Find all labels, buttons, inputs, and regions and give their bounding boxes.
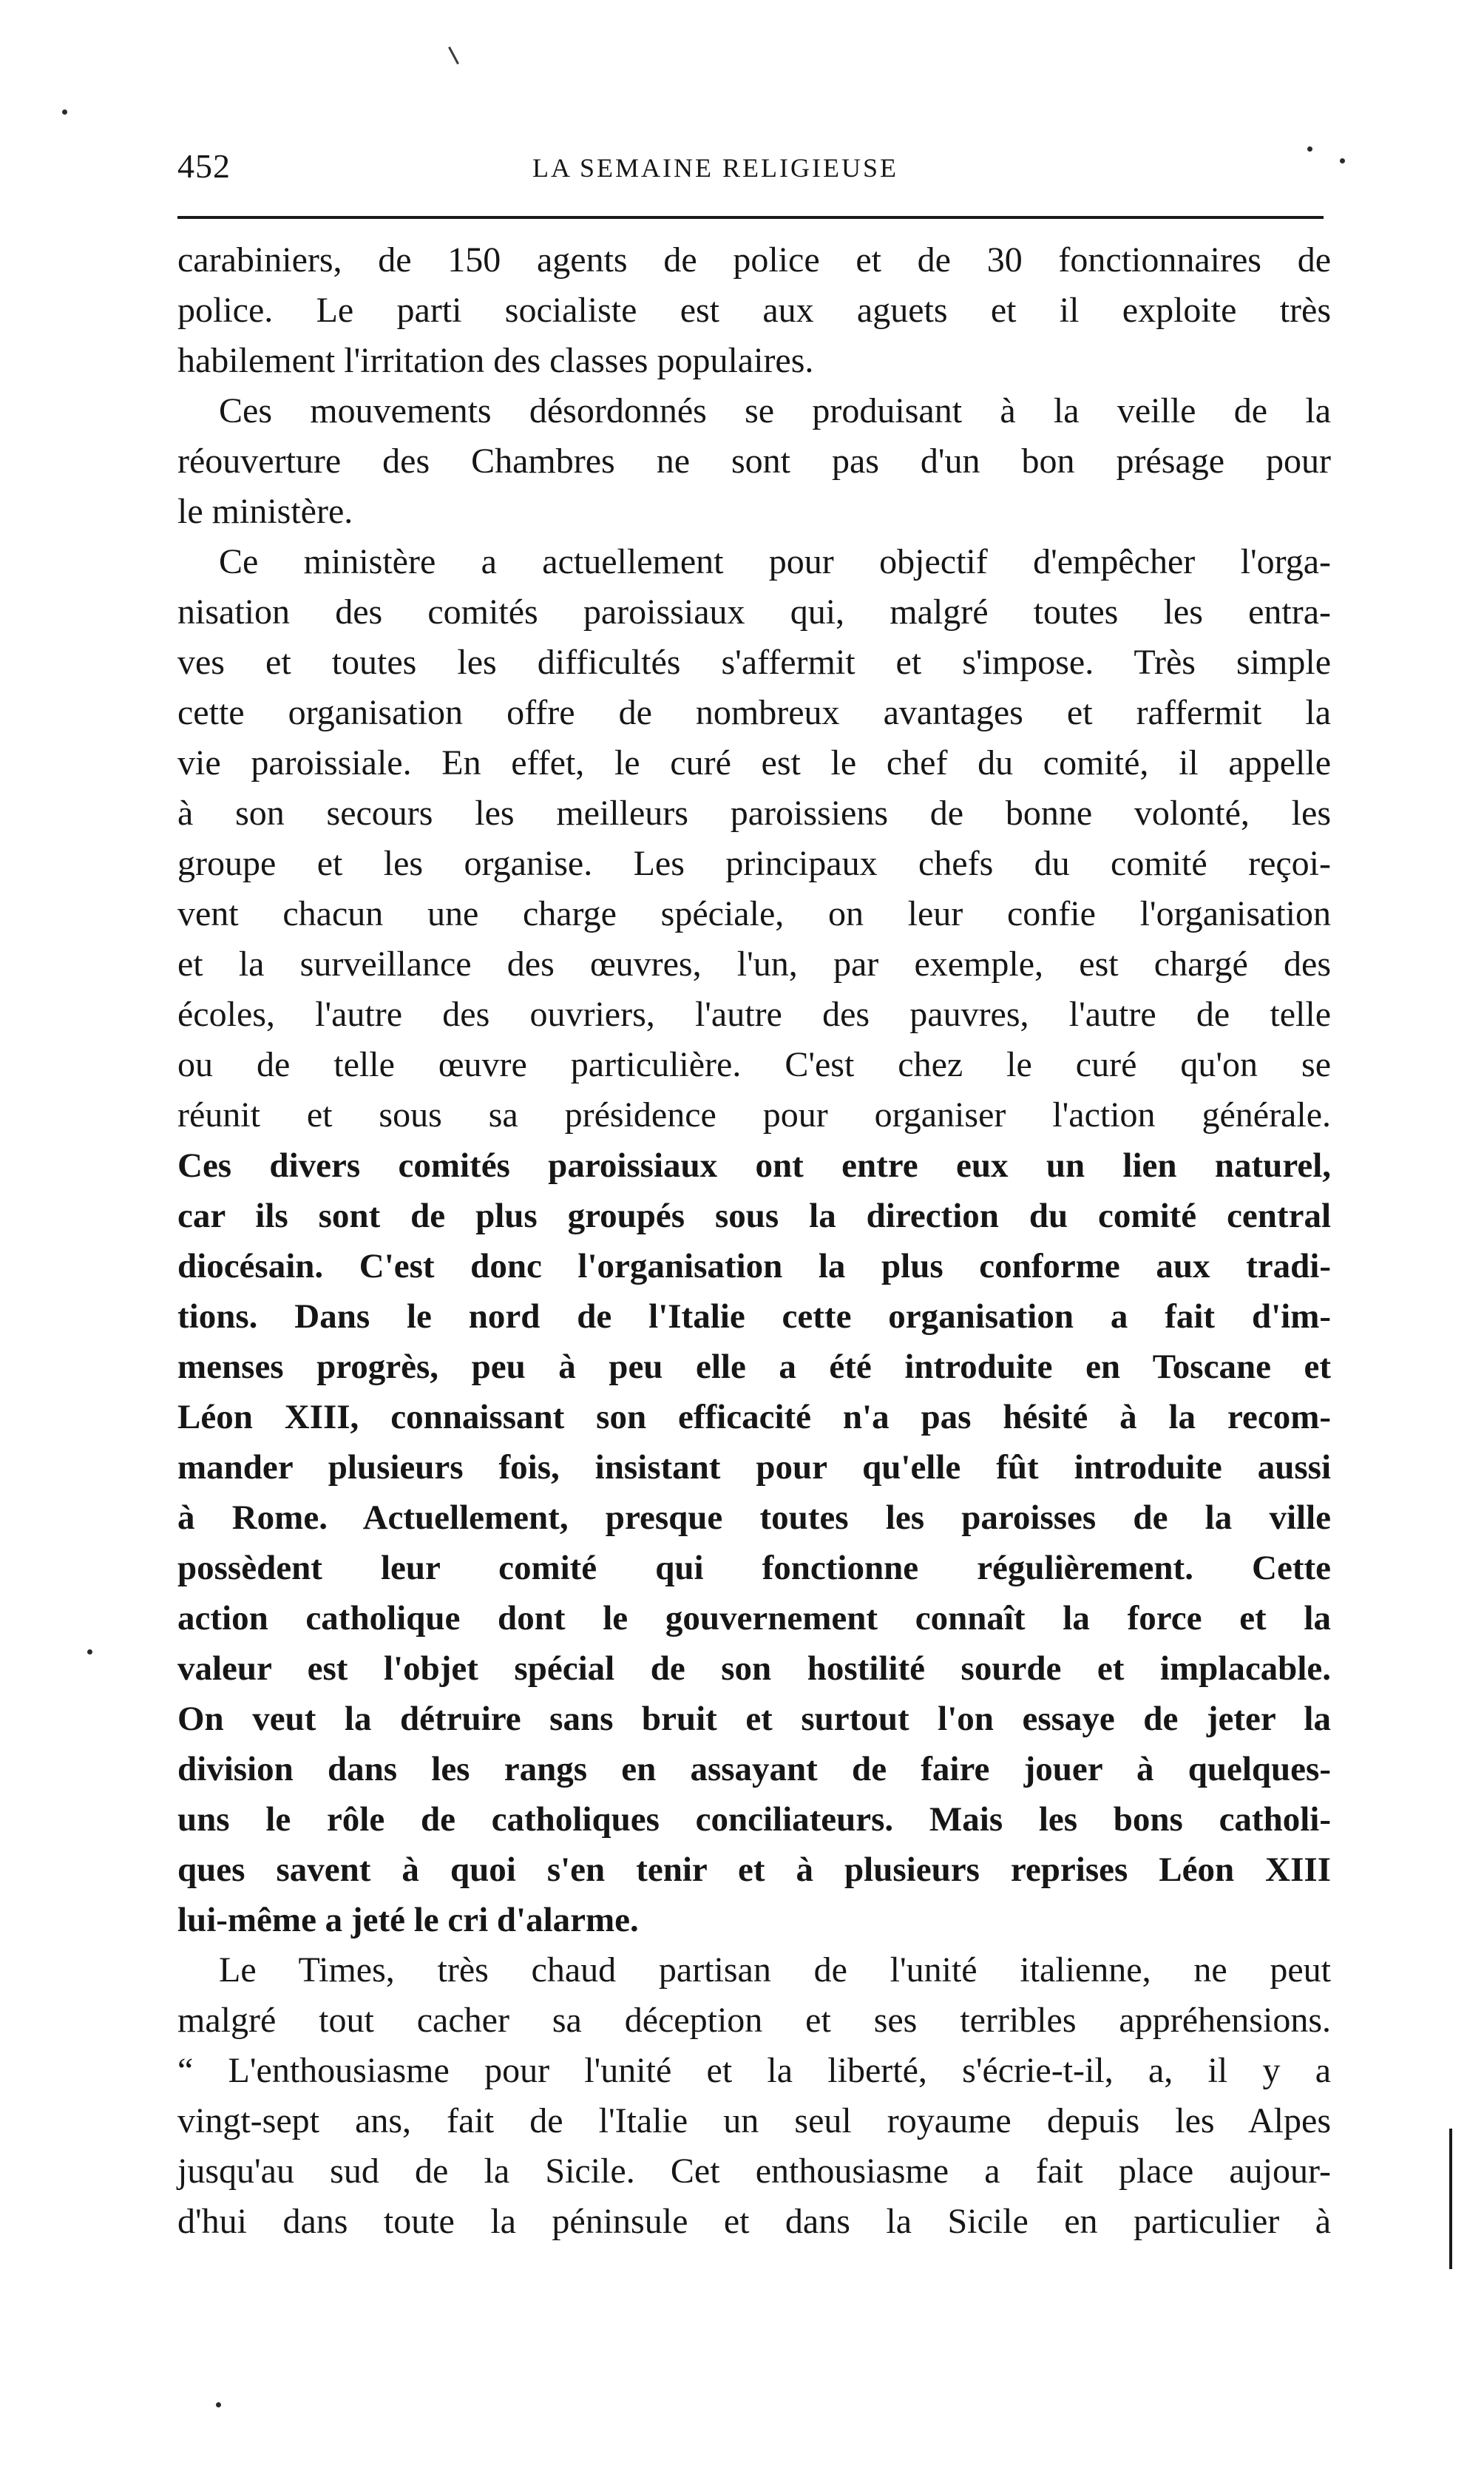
text-line: ves et toutes les difficultés s'affermit et s'impose. Très simple [177,643,1331,682]
text-line: vie paroissiale. En effet, le curé est le chef du comité, il appelle [177,743,1331,783]
text-line: réunit et sous sa présidence pour organiser l'action générale. [177,1095,1331,1135]
text-line: et la surveillance des œuvres, l'un, par exemple, est chargé des [177,944,1331,984]
body-text [177,235,1331,2247]
text-line: groupe et les organise. Les principaux chefs du comité reçoi- [177,844,1331,883]
text-line: jusqu'au sud de la Sicile. Cet enthousiasme a fait place aujour- [177,2152,1331,2191]
text-line: tions. Dans le nord de l'Italie cette organisation a fait d'im- [177,1297,1331,1336]
scan-speck [87,1649,92,1655]
text-line: On veut la détruire sans bruit et surtout l'on essaye de jeter la [177,1700,1331,1738]
text-line: police. Le parti socialiste est aux aguets et il exploite très [177,291,1331,330]
text-line: Ces mouvements désordonnés se produisant à la veille de la [219,391,1331,430]
text-line: malgré tout cacher sa déception et ses terribles appréhensions. [177,2001,1331,2040]
text-line: carabiniers, de 150 agents de police et de 30 fonctionnaires de [177,240,1331,280]
text-line: vent chacun une charge spéciale, on leur confie l'organisation [177,894,1331,933]
text-line: valeur est l'objet spécial de son hostilité sourde et implacable. [177,1649,1331,1688]
scan-speck [62,109,67,115]
scan-speck [1307,146,1312,152]
text-line: ques savent à quoi s'en tenir et à plusieurs reprises Léon XIII [177,1850,1331,1889]
text-line: possèdent leur comité qui fonctionne régulièrement. Cette [177,1549,1331,1587]
page-number: 452 [177,147,231,185]
header-rule [177,216,1324,219]
text-line: Léon XIII, connaissant son efficacité n'a pas hésité à la recom- [177,1398,1331,1436]
text-line: écoles, l'autre des ouvriers, l'autre des pauvres, l'autre de telle [177,995,1331,1034]
text-line: diocésain. C'est donc l'organisation la plus conforme aux tradi- [177,1247,1331,1285]
running-title: LA SEMAINE RELIGIEUSE [532,153,898,183]
text-line: nisation des comités paroissiaux qui, malgré toutes les entra- [177,592,1331,632]
text-line: cette organisation offre de nombreux avantages et raffermit la [177,693,1331,732]
text-line: d'hui dans toute la péninsule et dans la Sicile en particulier à [177,2202,1331,2241]
text-line: réouverture des Chambres ne sont pas d'un bon présage pour [177,442,1331,481]
text-line: division dans les rangs en assayant de faire jouer à quelques- [177,1750,1331,1788]
scan-edge-mark [1449,2129,1452,2269]
text-line: ou de telle œuvre particulière. C'est chez le curé qu'on se [177,1045,1331,1084]
text-line: vingt-sept ans, fait de l'Italie un seul royaume depuis les Alpes [177,2101,1331,2140]
text-line: action catholique dont le gouvernement connaît la force et la [177,1599,1331,1637]
text-line: habilement l'irritation des classes populaires. [177,341,814,380]
text-line: lui-même a jeté le cri d'alarme. [177,1901,639,1939]
text-line: uns le rôle de catholiques conciliateurs. Mais les bons catholi- [177,1800,1331,1839]
text-line: car ils sont de plus groupés sous la direction du comité central [177,1197,1331,1235]
text-line: le ministère. [177,492,353,531]
text-line: à Rome. Actuellement, presque toutes les paroisses de la ville [177,1498,1331,1537]
scan-speck [1340,158,1345,163]
text-line: Ce ministère a actuellement pour objectif d'empêcher l'orga- [219,542,1331,581]
scan-speck [448,47,459,64]
text-line: Le Times, très chaud partisan de l'unité italienne, ne peut [219,1950,1331,1990]
scan-speck [216,2402,221,2407]
text-line: “ L'enthousiasme pour l'unité et la liberté, s'écrie-t-il, a, il y a [177,2051,1331,2090]
page-header [177,146,1338,198]
text-line: à son secours les meilleurs paroissiens de bonne volonté, les [177,794,1331,833]
text-line: Ces divers comités paroissiaux ont entre eux un lien naturel, [177,1146,1331,1185]
text-line: menses progrès, peu à peu elle a été introduite en Toscane et [177,1348,1331,1386]
text-line: mander plusieurs fois, insistant pour qu'elle fût introduite aussi [177,1448,1331,1487]
